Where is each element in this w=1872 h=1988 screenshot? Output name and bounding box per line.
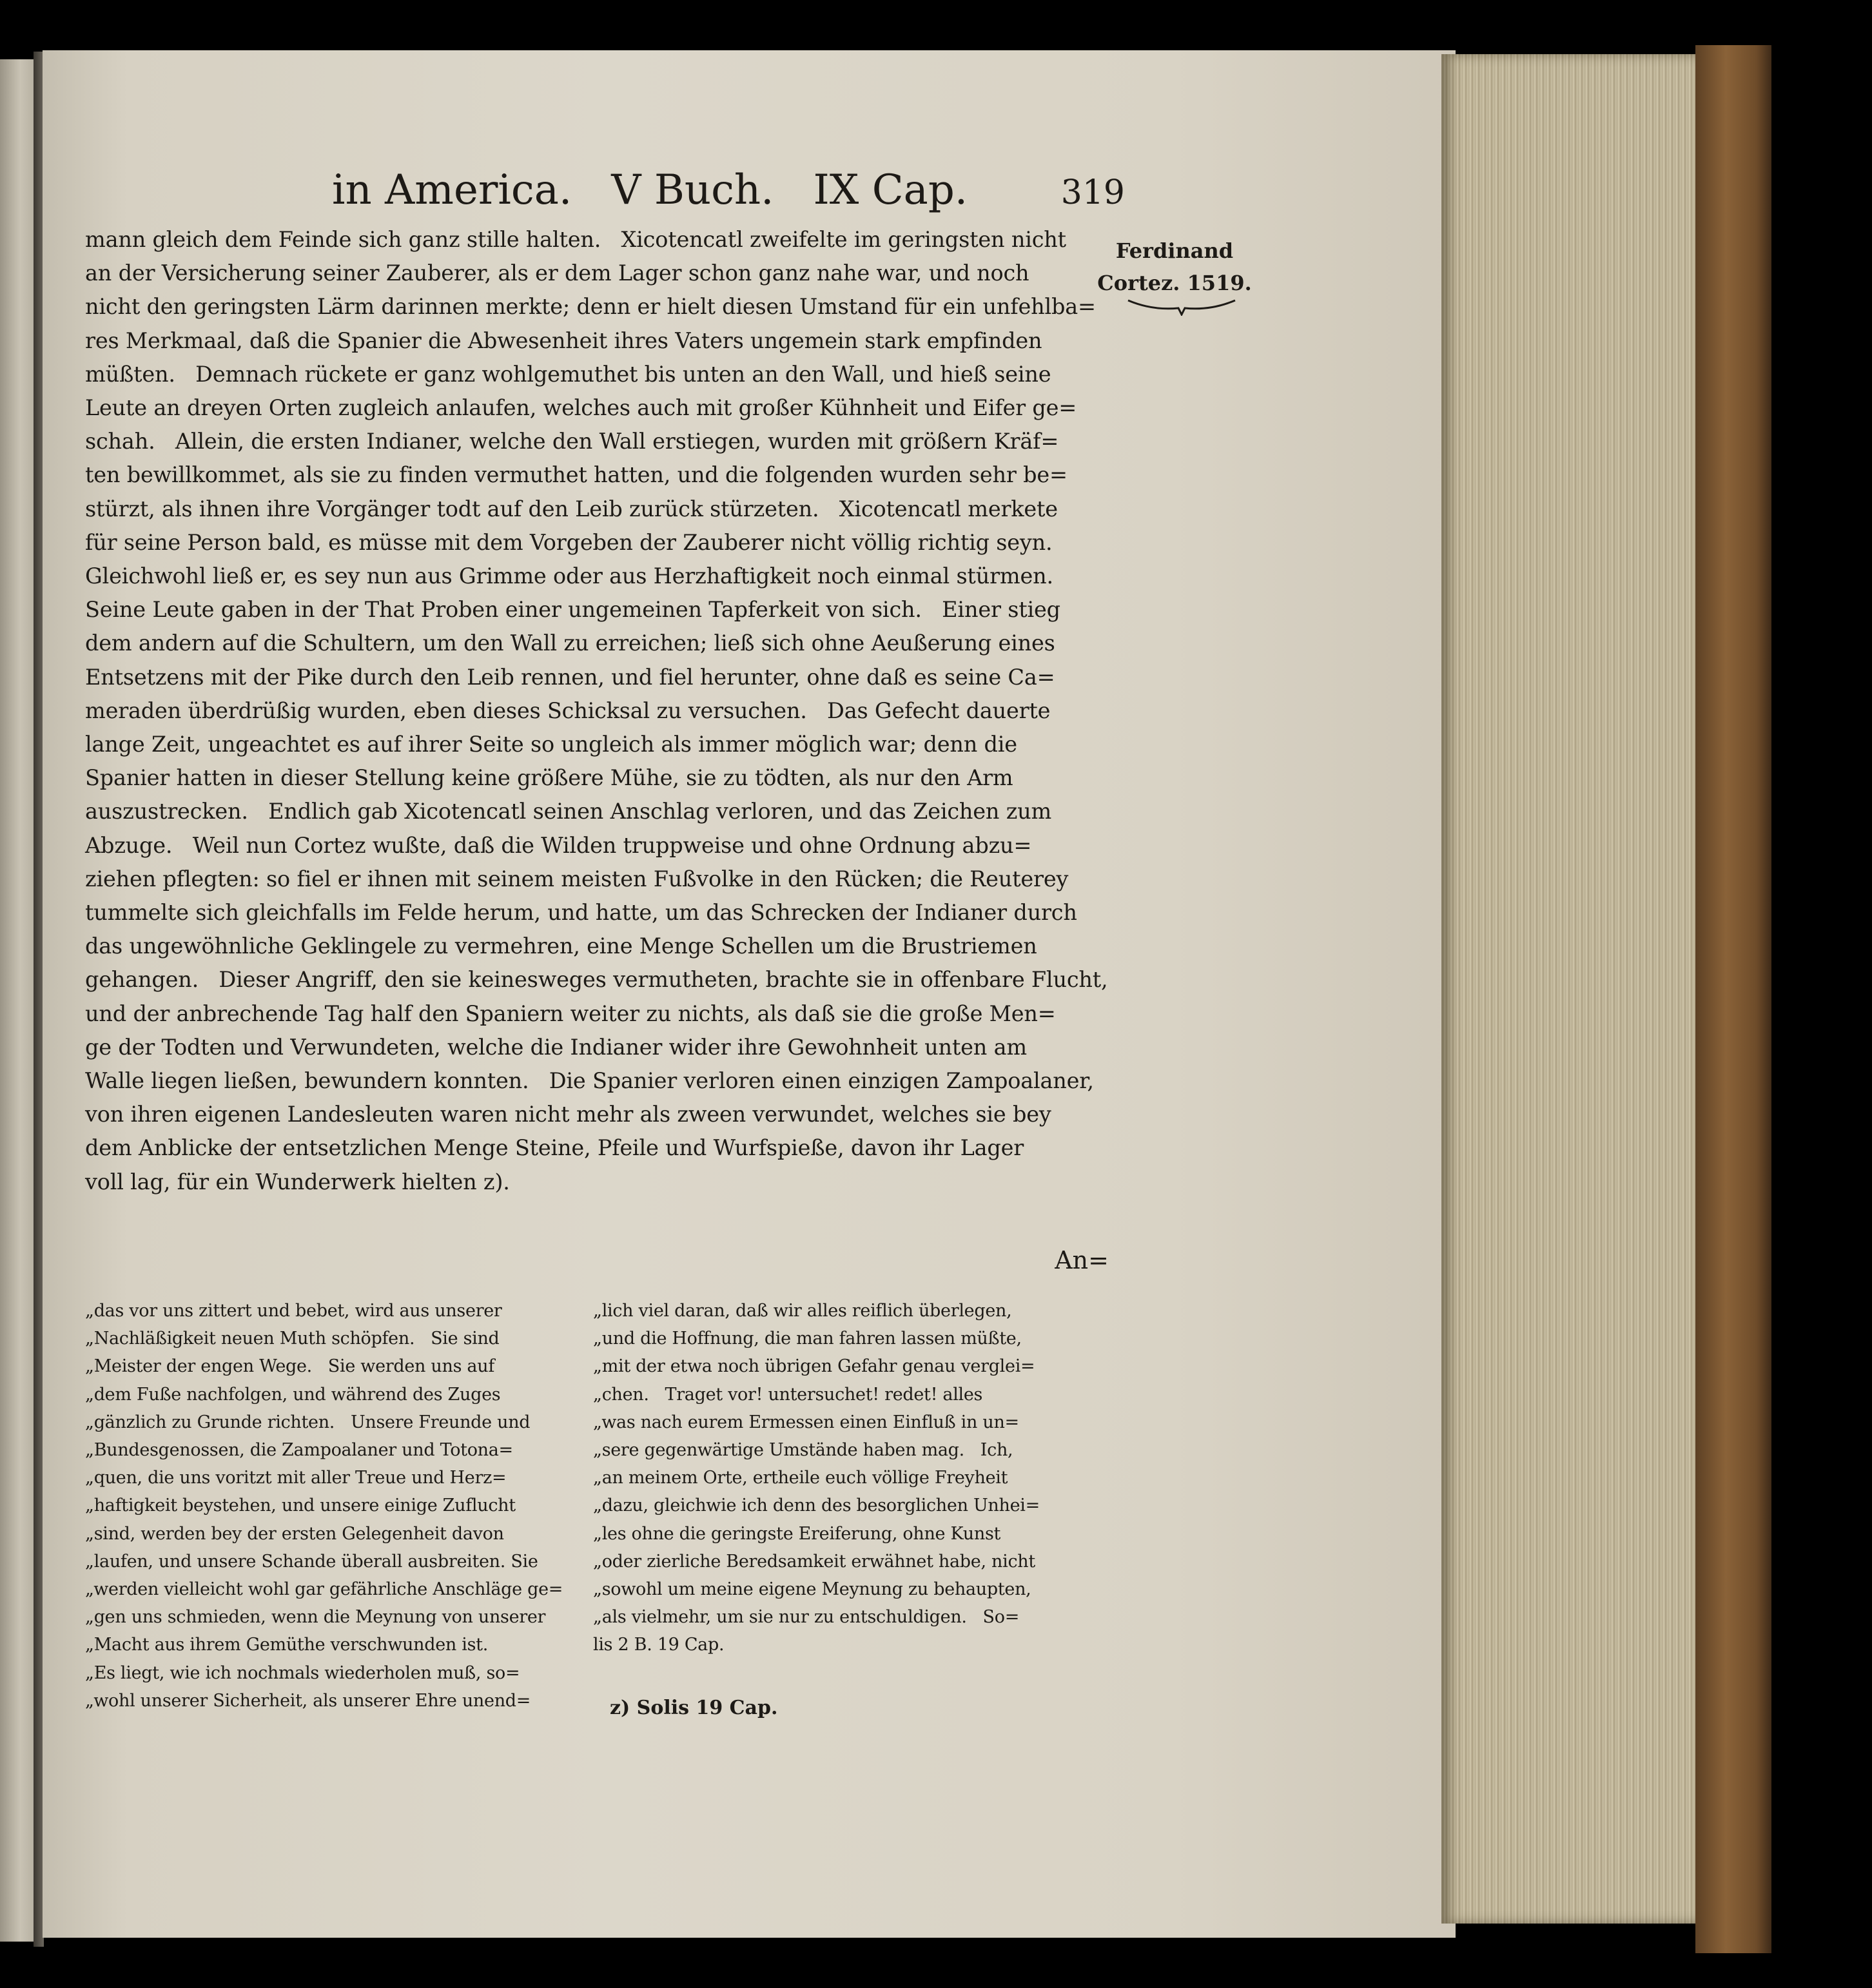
footnote-line: „Es liegt, wie ich nochmals wiederholen muß, so=: [85, 1662, 520, 1683]
footnote-line: „lich viel daran, daß wir alles reiflich überlegen,: [593, 1301, 1012, 1321]
text-line: Walle liegen ließen, bewundern konnten. Die Spanier verloren einen einzigen Zampoalaner,: [85, 1068, 1094, 1094]
catchword: An=: [1055, 1246, 1109, 1274]
footnote-line: „sowohl um meine eigene Meynung zu behaupten,: [593, 1579, 1031, 1600]
text-line: Entsetzens mit der Pike durch den Leib rennen, und fiel herunter, ohne daß es seine Ca=: [85, 664, 1055, 690]
marginal-note: Ferdinand Cortez. 1519.: [1097, 239, 1252, 295]
footnote-line: „Macht aus ihrem Gemüthe verschwunden ist.: [85, 1635, 488, 1655]
text-line: res Merkmaal, daß die Spanier die Abwesenheit ihres Vaters ungemein stark empfinden: [85, 327, 1042, 353]
running-title: in America. V Buch. IX Cap.: [332, 166, 968, 214]
text-line: ziehen pflegten: so fiel er ihnen mit seinem meisten Fußvolke in den Rücken; die Reuterey: [85, 866, 1069, 892]
text-line: meraden überdrüßig wurden, eben dieses Schicksal zu versuchen. Das Gefecht dauerte: [85, 697, 1051, 723]
footnote-column-right: [593, 1297, 1109, 1659]
facing-page-edge: [0, 59, 34, 1942]
text-line: dem andern auf die Schultern, um den Wall zu erreichen; ließ sich ohne Aeußerung eines: [85, 630, 1055, 656]
footnote-line: „dem Fuße nachfolgen, und während des Zuges: [85, 1384, 501, 1405]
footnote-line: „was nach eurem Ermessen einen Einfluß in un=: [593, 1412, 1019, 1432]
footnote-line: „haftigkeit beystehen, und unsere einige Zuflucht: [85, 1496, 516, 1516]
footnote-z: z) Solis 19 Cap.: [610, 1697, 778, 1719]
text-line: von ihren eigenen Landesleuten waren nicht mehr als zween verwundet, welches sie bey: [85, 1102, 1051, 1127]
text-line: mann gleich dem Feinde sich ganz stille halten. Xicotencatl zweifelte im geringsten nicht: [85, 227, 1066, 252]
footnote-line: „sind, werden bey der ersten Gelegenheit davon: [85, 1523, 504, 1544]
footnote-line: lis 2 B. 19 Cap.: [593, 1635, 725, 1655]
text-line: Gleichwohl ließ er, es sey nun aus Grimme oder aus Herzhaftigkeit noch einmal stürmen.: [85, 563, 1053, 589]
running-header: [332, 161, 1125, 219]
footnote-line: „laufen, und unsere Schande überall ausbreiten. Sie: [85, 1551, 538, 1572]
footnote-line: „werden vielleicht wohl gar gefährliche Anschläge ge=: [85, 1579, 563, 1600]
footnote-line: „das vor uns zittert und bebet, wird aus unserer: [85, 1301, 502, 1321]
text-line: müßten. Demnach rückete er ganz wohlgemuthet bis unten an den Wall, und hieß seine: [85, 361, 1051, 387]
footnote-line: „wohl unserer Sicherheit, als unserer Ehre unend=: [85, 1690, 531, 1711]
text-line: Seine Leute gaben in der That Proben einer ungemeinen Tapferkeit von sich. Einer stieg: [85, 597, 1060, 623]
text-line: und der anbrechende Tag half den Spaniern weiter zu nichts, als daß sie die große Men=: [85, 1000, 1056, 1026]
text-line: dem Anblicke der entsetzlichen Menge Steine, Pfeile und Wurfspieße, davon ihr Lager: [85, 1135, 1024, 1161]
text-line: Leute an dreyen Orten zugleich anlaufen, welches auch mit großer Kühnheit und Eifer ge=: [85, 395, 1077, 421]
text-line: ten bewillkommet, als sie zu finden vermuthet hatten, und die folgenden wurden sehr be=: [85, 462, 1068, 488]
footnote-line: „chen. Traget vor! untersuchet! redet! alles: [593, 1384, 983, 1405]
text-line: ge der Todten und Verwundeten, welche die Indianer wider ihre Gewohnheit unten am: [85, 1034, 1027, 1060]
footnote-line: „gen uns schmieden, wenn die Meynung von unserer: [85, 1607, 546, 1628]
footnote-line: „Bundesgenossen, die Zampoalaner und Totona=: [85, 1440, 513, 1461]
leather-cover: [1695, 45, 1771, 1953]
footnote-line: „gänzlich zu Grunde richten. Unsere Freunde und: [85, 1412, 531, 1432]
main-text-block: [85, 223, 1110, 1199]
footnote-line: „les ohne die geringste Ereiferung, ohne Kunst: [593, 1523, 1001, 1544]
footnote-line: „Nachläßigkeit neuen Muth schöpfen. Sie sind: [85, 1329, 500, 1349]
footnote-line: „sere gegenwärtige Umstände haben mag. Ich,: [593, 1440, 1013, 1461]
text-line: an der Versicherung seiner Zauberer, als er dem Lager schon ganz nahe war, und noch: [85, 260, 1029, 286]
text-line: nicht den geringsten Lärm darinnen merkte; denn er hielt diesen Umstand für ein unfehlba=: [85, 294, 1096, 320]
text-line: Abzuge. Weil nun Cortez wußte, daß die Wilden truppweise und ohne Ordnung abzu=: [85, 832, 1032, 858]
footnote-line: „oder zierliche Beredsamkeit erwähnet habe, nicht: [593, 1551, 1035, 1572]
footnote-column-left: [85, 1297, 588, 1715]
marginal-brace-ornament: [1127, 298, 1236, 316]
text-line: Spanier hatten in dieser Stellung keine größere Mühe, sie zu tödten, als nur den Arm: [85, 765, 1013, 791]
page-number: 319: [1060, 173, 1125, 212]
text-line: stürzt, als ihnen ihre Vorgänger todt auf den Leib zurück stürzeten. Xicotencatl merkete: [85, 496, 1058, 521]
footnote-line: „quen, die uns voritzt mit aller Treue und Herz=: [85, 1468, 507, 1488]
text-line: voll lag, für ein Wunderwerk hielten z).: [85, 1169, 510, 1194]
text-line: tummelte sich gleichfalls im Felde herum, und hatte, um das Schrecken der Indianer durch: [85, 900, 1077, 926]
text-line: gehangen. Dieser Angriff, den sie keinesweges vermutheten, brachte sie in offenbare Flucht,: [85, 967, 1108, 993]
footnote-line: „dazu, gleichwie ich denn des besorglichen Unhei=: [593, 1496, 1040, 1516]
footnote-line: „mit der etwa noch übrigen Gefahr genau verglei=: [593, 1356, 1035, 1377]
text-line: schah. Allein, die ersten Indianer, welche den Wall erstiegen, wurden mit größern Kräf=: [85, 429, 1059, 454]
footnote-line: „Meister der engen Wege. Sie werden uns auf: [85, 1356, 495, 1377]
text-line: auszustrecken. Endlich gab Xicotencatl seinen Anschlag verloren, und das Zeichen zum: [85, 799, 1052, 824]
text-line: für seine Person bald, es müsse mit dem Vorgeben der Zauberer nicht völlig richtig seyn.: [85, 529, 1053, 555]
footnote-line: „als vielmehr, um sie nur zu entschuldigen. So=: [593, 1607, 1020, 1628]
text-line: lange Zeit, ungeachtet es auf ihrer Seite so ungleich als immer möglich war; denn die: [85, 732, 1017, 757]
footnote-line: „und die Hoffnung, die man fahren lassen müßte,: [593, 1329, 1022, 1349]
text-line: das ungewöhnliche Geklingele zu vermehren, eine Menge Schellen um die Brustriemen: [85, 933, 1037, 959]
page-block-edges: [1441, 54, 1699, 1924]
footnote-line: „an meinem Orte, ertheile euch völlige Freyheit: [593, 1468, 1008, 1488]
